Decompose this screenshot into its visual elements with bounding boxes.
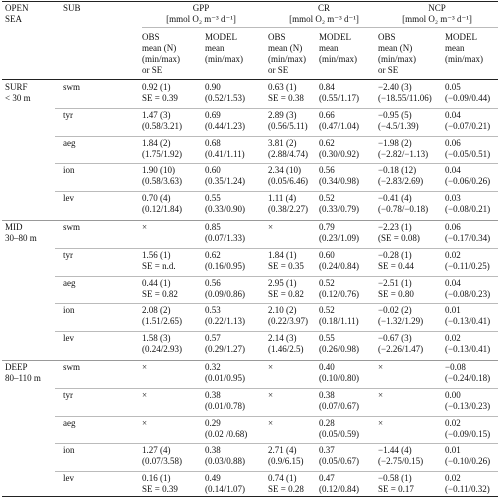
gpp-obs-cell: ×	[142, 417, 148, 428]
ncp-obs-cell: −0.41 (4) (−0.78/−0.18)	[378, 193, 429, 215]
bottom-rule	[2, 496, 498, 497]
cr-obs-cell: 2.10 (2) (0.22/3.97)	[268, 305, 308, 327]
gpp-model-cell: 0.90 (0.52/1.53)	[205, 82, 245, 103]
gpp-model-cell: 0.62 (0.16/0.95)	[205, 249, 245, 271]
cr-model-cell: 0.28 (0.05/0.59)	[319, 417, 359, 439]
ncp-obs-cell: −1.44 (4) (−2.75/0.15)	[378, 445, 424, 467]
sub-basin-label: ion	[63, 445, 75, 456]
gpp-group-header: GPP [mmol O₂ m⁻³ d⁻¹]	[166, 3, 236, 24]
row-divider	[55, 331, 498, 332]
row-divider	[55, 303, 498, 304]
ncp-model-cell: 0.02 (−0.13/0.41)	[445, 333, 491, 355]
gpp-model-cell: 0.53 (0.22/1.13)	[205, 305, 245, 327]
gpp-model-cell: 0.68 (0.41/1.11)	[205, 137, 245, 159]
ncp-model-cell: 0.02 (−0.11/0.25)	[445, 249, 490, 271]
gpp-model-cell: 0.38 (0.01/0.78)	[205, 389, 245, 411]
sub-basin-label: ion	[63, 165, 75, 176]
gpp-obs-cell: 0.92 (1) SE = 0.39	[142, 82, 178, 103]
ncp-obs-cell: −0.67 (3) (−2.26/1.47)	[378, 333, 424, 355]
gpp-model-cell: 0.29 (0.02 /0.68)	[205, 417, 248, 439]
ncp-obs-header: OBS mean (N) (min/max) or SE	[378, 32, 416, 75]
sub-basin-label: tyr	[63, 249, 73, 260]
cr-obs-cell: 1.11 (4) (0.38/2.27)	[268, 193, 308, 215]
ncp-model-cell: 0.04 (−0.08/0.23)	[445, 277, 491, 299]
cr-obs-cell: ×	[268, 362, 274, 372]
cr-obs-cell: 2.34 (10) (0.05/6.46)	[268, 165, 308, 187]
open-sea-header: OPEN SEA	[5, 3, 29, 24]
gpp-obs-header: OBS mean (N) (min/max) or SE	[142, 32, 180, 75]
sub-basin-label: aeg	[63, 417, 76, 428]
gpp-model-cell: 0.55 (0.33/0.90)	[205, 193, 245, 215]
ncp-model-cell: 0.01 (−0.10/0.26)	[445, 445, 491, 467]
cr-model-cell: 0.52 (0.12/0.76)	[319, 277, 359, 299]
header-bottom-rule	[2, 79, 498, 80]
sub-basin-label: lev	[63, 333, 74, 344]
ncp-model-cell: 0.06 (−0.17/0.34)	[445, 222, 491, 243]
cr-model-cell: 0.62 (0.30/0.92)	[319, 137, 359, 159]
gpp-obs-cell: 1.56 (1) SE = n.d.	[142, 249, 176, 271]
top-rule	[2, 1, 498, 2]
row-divider	[55, 248, 498, 249]
ncp-group-header: NCP [mmol O₂ m⁻³ d⁻¹]	[402, 3, 472, 24]
gpp-model-cell: 0.57 (0.29/1.27)	[205, 333, 245, 355]
ncp-obs-cell: −0.02 (2) (−1.32/1.29)	[378, 305, 424, 327]
cr-model-cell: 0.66 (0.47/1.04)	[319, 109, 359, 131]
gpp-obs-cell: ×	[142, 222, 148, 232]
cr-obs-cell: 2.71 (4) (0.9/6.15)	[268, 445, 304, 467]
sub-basin-label: aeg	[63, 137, 76, 148]
ncp-model-cell: 0.06 (−0.05/0.51)	[445, 137, 491, 159]
sub-basin-label: aeg	[63, 277, 76, 288]
cr-obs-cell: 0.63 (1) SE = 0.38	[268, 82, 304, 103]
section-label: SURF < 30 m	[5, 82, 31, 103]
sub-basin-label: swm	[63, 362, 81, 372]
cr-model-cell: 0.84 (0.55/1.17)	[319, 82, 359, 103]
gpp-obs-cell: 2.08 (2) (1.51/2.65)	[142, 305, 182, 327]
gpp-model-cell: 0.60 (0.35/1.24)	[205, 165, 245, 187]
row-divider	[55, 443, 498, 444]
ncp-obs-cell: ×	[378, 362, 384, 372]
ncp-obs-cell: −0.18 (12) (−2.83/2.69)	[378, 165, 424, 187]
sub-basin-label: swm	[63, 222, 81, 232]
cr-model-cell: 0.60 (0.24/0.84)	[319, 249, 359, 271]
section-divider	[2, 360, 498, 361]
cr-obs-header: OBS mean (N) (min/max) or SE	[268, 32, 306, 75]
sub-basin-label: lev	[63, 473, 74, 484]
ncp-obs-cell: −0.95 (5) (−4.5/1.39)	[378, 109, 419, 131]
sub-basin-label: tyr	[63, 109, 73, 120]
ncp-model-header: MODEL mean (min/max)	[445, 32, 483, 64]
gpp-model-cell: 0.69 (0.44/1.23)	[205, 109, 245, 131]
cr-model-header: MODEL mean (min/max)	[319, 32, 357, 64]
cr-model-cell: 0.52 (0.18/1.11)	[319, 305, 359, 327]
cr-model-cell: 0.79 (0.23/1.09)	[319, 222, 359, 243]
ncp-obs-cell: ×	[378, 389, 384, 400]
gpp-obs-cell: 1.58 (3) (0.24/2.93)	[142, 333, 182, 355]
gpp-model-cell: 0.32 (0.01/0.95)	[205, 362, 245, 383]
ncp-model-cell: 0.01 (−0.13/0.41)	[445, 305, 491, 327]
ncp-obs-cell: −2.51 (1) SE = 0.80	[378, 277, 414, 299]
row-divider	[55, 276, 498, 277]
ncp-obs-cell: −0.28 (1) SE = 0.44	[378, 249, 414, 271]
cr-obs-cell: 3.81 (2) (2.88/4.74)	[268, 137, 308, 159]
cr-model-cell: 0.38 (0.07/0.67)	[319, 389, 359, 411]
ncp-model-cell: 0.00 (−0.13/0.23)	[445, 389, 491, 411]
cr-model-cell: 0.47 (0.12/0.84)	[319, 473, 359, 495]
cr-obs-cell: 2.95 (1) SE = 0.82	[268, 277, 304, 299]
gpp-model-cell: 0.85 (0.07/1.33)	[205, 222, 245, 243]
row-divider	[55, 416, 498, 417]
gpp-obs-cell: 1.84 (2) (1.75/1.92)	[142, 137, 182, 159]
cr-group-header: CR [mmol O₂ m⁻³ d⁻¹]	[289, 3, 359, 24]
cr-obs-cell: ×	[268, 417, 274, 428]
sub-basin-label: ion	[63, 305, 75, 316]
ncp-obs-cell: ×	[378, 417, 384, 428]
cr-obs-cell: 1.84 (1) SE = 0.35	[268, 249, 304, 271]
section-label: MID 30–80 m	[5, 222, 37, 243]
section-label: DEEP 80–110 m	[5, 362, 41, 383]
gpp-obs-cell: 0.44 (1) SE = 0.82	[142, 277, 178, 299]
gpp-obs-cell: ×	[142, 362, 148, 372]
sub-header: SUB	[63, 3, 81, 13]
gpp-obs-cell: 1.90 (10) (0.58/3.63)	[142, 165, 182, 187]
gpp-obs-cell: 1.27 (4) (0.07/3.58)	[142, 445, 182, 467]
ncp-model-cell: 0.04 (−0.07/0.21)	[445, 109, 491, 131]
row-divider	[55, 388, 498, 389]
cr-model-cell: 0.56 (0.34/0.98)	[319, 165, 359, 187]
row-divider	[55, 163, 498, 164]
cr-obs-cell: ×	[268, 222, 274, 232]
gpp-obs-cell: ×	[142, 389, 148, 400]
gpp-model-header: MODEL mean (min/max)	[205, 32, 243, 64]
gpp-obs-cell: 0.70 (4) (0.12/1.84)	[142, 193, 182, 215]
ncp-model-cell: 0.02 (−0.11/0.32)	[445, 473, 490, 495]
cr-obs-cell: 2.89 (3) (0.56/5.11)	[268, 109, 308, 131]
section-divider	[2, 220, 498, 221]
ncp-obs-cell: −0.58 (1) SE = 0.17	[378, 473, 414, 495]
ncp-model-cell: 0.05 (−0.09/0.44)	[445, 82, 491, 103]
ncp-model-cell: −0.08 (−0.24/0.18)	[445, 362, 491, 383]
row-divider	[55, 108, 498, 109]
ncp-model-cell: 0.03 (−0.08/0.21)	[445, 193, 491, 215]
cr-model-cell: 0.37 (0.05/0.67)	[319, 445, 359, 467]
cr-obs-cell: 2.14 (3) (1.46/2.5)	[268, 333, 304, 355]
sub-basin-label: tyr	[63, 389, 73, 400]
ncp-obs-cell: −2.40 (3) (−18.55/11.06)	[378, 82, 432, 103]
gpp-model-cell: 0.49 (0.14/1.07)	[205, 473, 245, 495]
gpp-obs-cell: 0.16 (1) SE = 0.39	[142, 473, 178, 495]
ncp-model-cell: 0.04 (−0.06/0.26)	[445, 165, 491, 187]
ncp-obs-cell: −2.23 (1) (SE = 0.08)	[378, 222, 420, 243]
gpp-obs-cell: 1.47 (3) (0.58/3.21)	[142, 109, 182, 131]
cr-model-cell: 0.52 (0.33/0.79)	[319, 193, 359, 215]
cr-model-cell: 0.55 (0.26/0.98)	[319, 333, 359, 355]
row-divider	[55, 191, 498, 192]
gpp-model-cell: 0.56 (0.09/0.86)	[205, 277, 245, 299]
gpp-model-cell: 0.38 (0.03/0.88)	[205, 445, 245, 467]
ncp-model-cell: 0.02 (−0.09/0.15)	[445, 417, 491, 439]
row-divider	[55, 471, 498, 472]
row-divider	[55, 136, 498, 137]
sub-basin-label: swm	[63, 82, 81, 92]
sub-basin-label: lev	[63, 193, 74, 204]
cr-obs-cell: ×	[268, 389, 274, 400]
group-header-rule	[142, 27, 498, 28]
cr-model-cell: 0.40 (0.10/0.80)	[319, 362, 359, 383]
ncp-obs-cell: −1.98 (2) (−2.82/−1.13)	[378, 137, 429, 159]
cr-obs-cell: 0.74 (1) SE = 0.28	[268, 473, 304, 495]
